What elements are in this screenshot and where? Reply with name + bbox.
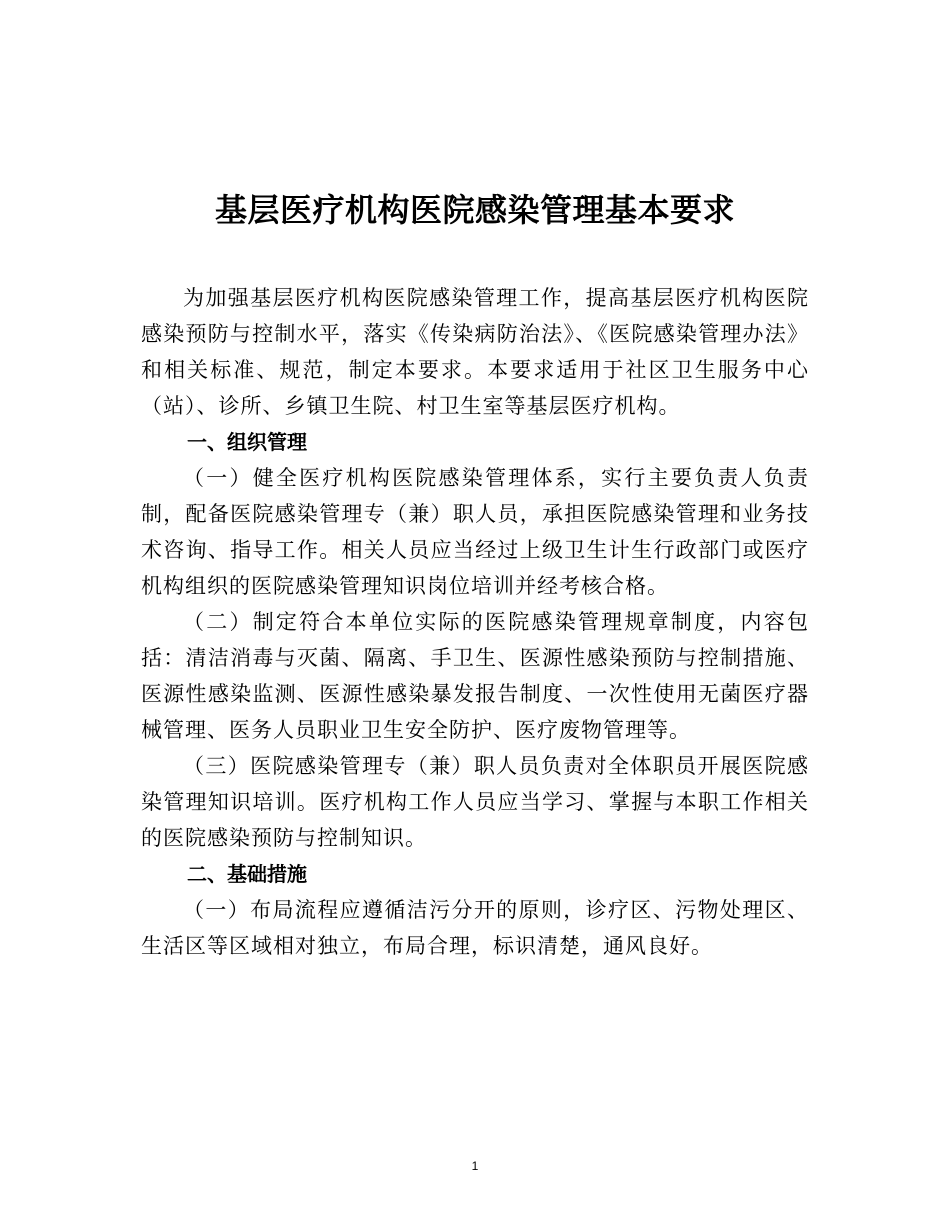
organization-paragraph-3: （三）医院感染管理专（兼）职人员负责对全体职员开展医院感染管理知识培训。医疗机构工作人员应当学习、掌握与本职工作相关的医院感染预防与控制知识。 xyxy=(141,754,809,850)
section-heading-basic-measures: 二、基础措施 xyxy=(187,862,307,886)
document-title: 基层医疗机构医院感染管理基本要求 xyxy=(214,191,735,229)
page-number: 1 xyxy=(471,1159,479,1173)
intro-paragraph: 为加强基层医疗机构医院感染管理工作，提高基层医疗机构医院感染预防与控制水平，落实《传染病防治法》、《医院感染管理办法》和相关标准、规范，制定本要求。本要求适用于社区卫生服务中心（站）、诊所、乡镇卫生院、村卫生室等基层医疗机构。 xyxy=(141,286,809,418)
basic-measures-paragraph-1: （一）布局流程应遵循洁污分开的原则，诊疗区、污物处理区、生活区等区域相对独立，布局合理，标识清楚，通风良好。 xyxy=(141,898,809,958)
section-heading-organization: 一、组织管理 xyxy=(187,430,307,454)
document-body xyxy=(141,280,809,964)
organization-paragraph-2: （二）制定符合本单位实际的医院感染管理规章制度，内容包括：清洁消毒与灭菌、隔离、手卫生、医源性感染预防与控制措施、医源性感染监测、医源性感染暴发报告制度、一次性使用无菌医疗器械管理、医务人员职业卫生安全防护、医疗废物管理等。 xyxy=(141,610,809,742)
organization-paragraph-1: （一）健全医疗机构医院感染管理体系，实行主要负责人负责制，配备医院感染管理专（兼）职人员，承担医院感染管理和业务技术咨询、指导工作。相关人员应当经过上级卫生计生行政部门或医疗机构组织的医院感染管理知识岗位培训并经考核合格。 xyxy=(141,466,809,598)
